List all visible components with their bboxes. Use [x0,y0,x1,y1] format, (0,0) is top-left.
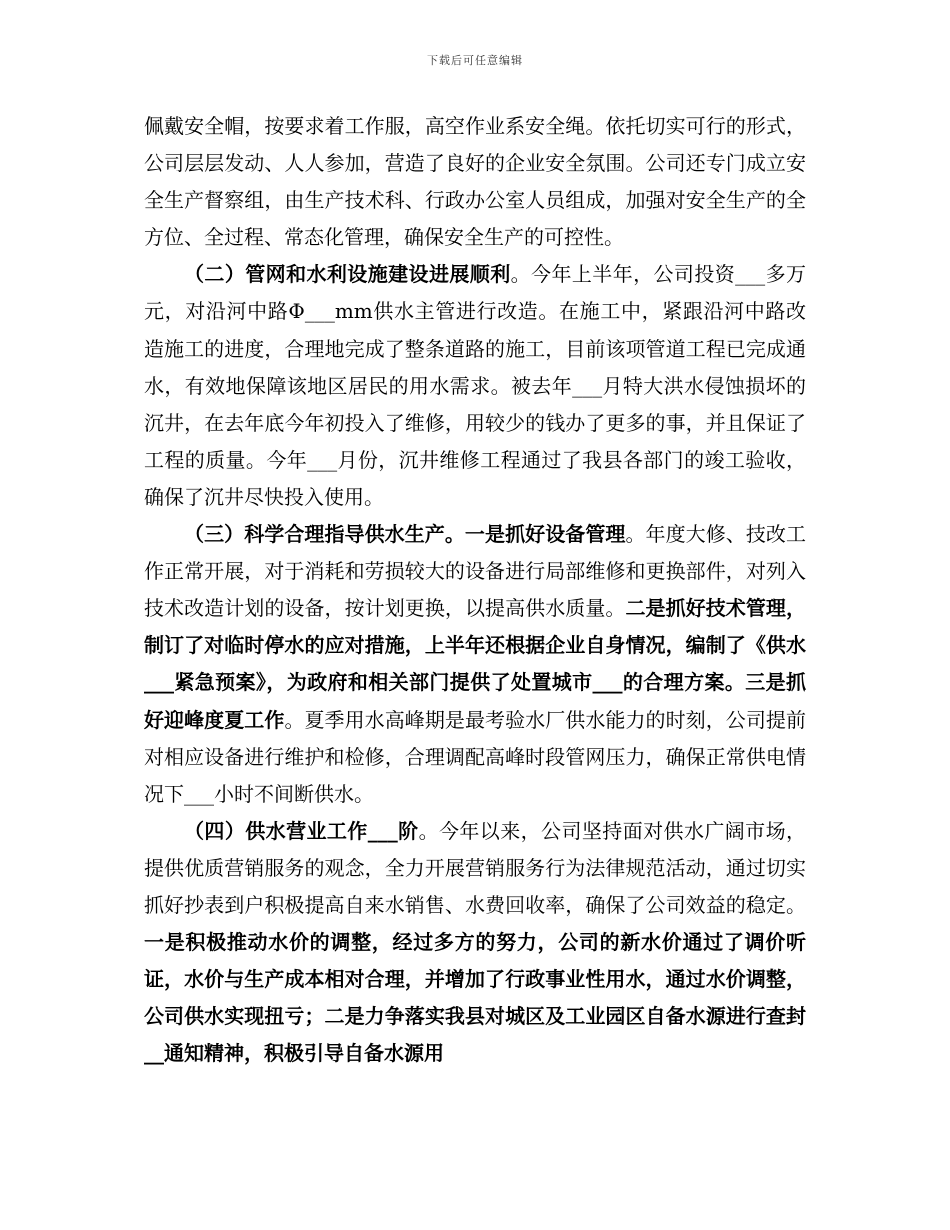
bold-text: 二是抓好技术管理，制订了对临时停水的应对措施，上半年还根据企业自身情况，编制了《供水___紧急预案》，为政府和相关部门提供了处置城市___的合理方案。三是抓好迎峰度夏工作 [144,596,806,732]
section-heading-4: （四）供水营业工作___阶 [184,818,419,843]
paragraph-text: 。夏季用水高峰期是最考验水厂供水能力的时刻，公司提前对相应设备进行维护和检修，合理调配高峰时段管网压力，确保正常供电情况下___小时不间断供水。 [144,707,806,806]
paragraph-pipe-network [144,256,806,516]
section-heading-2: （二）管网和水利设施建设进展顺利 [184,262,511,287]
paragraph-text: 佩戴安全帽，按要求着工作服，高空作业系安全绳。依托切实可行的形式，公司层层发动、人人参加，营造了良好的企业安全氛围。公司还专门成立安全生产督察组，由生产技术科、行政办公室人员组成，加强对安全生产的全方位、全过程、常态化管理，确保安全生产的可控性。 [144,114,806,250]
paragraph-business-work [144,813,806,1073]
paragraph-text: 。今年上半年，公司投资___多万元，对沿河中路Φ___mm供水主管进行改造。在施工中，紧跟沿河中路改造施工的进度，合理地完成了整条道路的施工，目前该项管道工程已完成通水，有效地保障该地区居民的用水需求。被去年___月特大洪水侵蚀损坏的沉井，在去年底今年初投入了维修，用较少的钱办了更多的事，并且保证了工程的质量。今年___月份，沉井维修工程通过了我县各部门的竣工验收，确保了沉井尽快投入使用。 [144,262,807,509]
page-header: 下载后可任意编辑 [427,54,523,67]
paragraph-text: 。今年以来，公司坚持面对供水广阔市场，提供优质营销服务的观念，全力开展营销服务行为法律规范活动，通过切实抓好抄表到户积极提高自来水销售、水费回收率，确保了公司效益的稳定。 [144,818,807,917]
bold-text: 一是积极推动水价的调整，经过多方的努力，公司的新水价通过了调价听证，水价与生产成本相对合理，并增加了行政事业性用水，通过水价调整，公司供水实现扭亏；二是力争落实我县对城区及工业园区自备水源进行查封__通知精神，积极引导自备水源用 [144,930,806,1066]
paragraph-safety-continued [144,108,806,256]
section-heading-3: （三）科学合理指导供水生产。一是抓好设备管理 [184,522,626,547]
document-body [144,108,806,1072]
paragraph-water-production [144,516,806,813]
paragraph-text: 。年度大修、技改工作正常开展，对于消耗和劳损较大的设备进行局部维修和更换部件，对列入技术改造计划的设备，按计划更换，以提高供水质量。 [144,522,807,621]
